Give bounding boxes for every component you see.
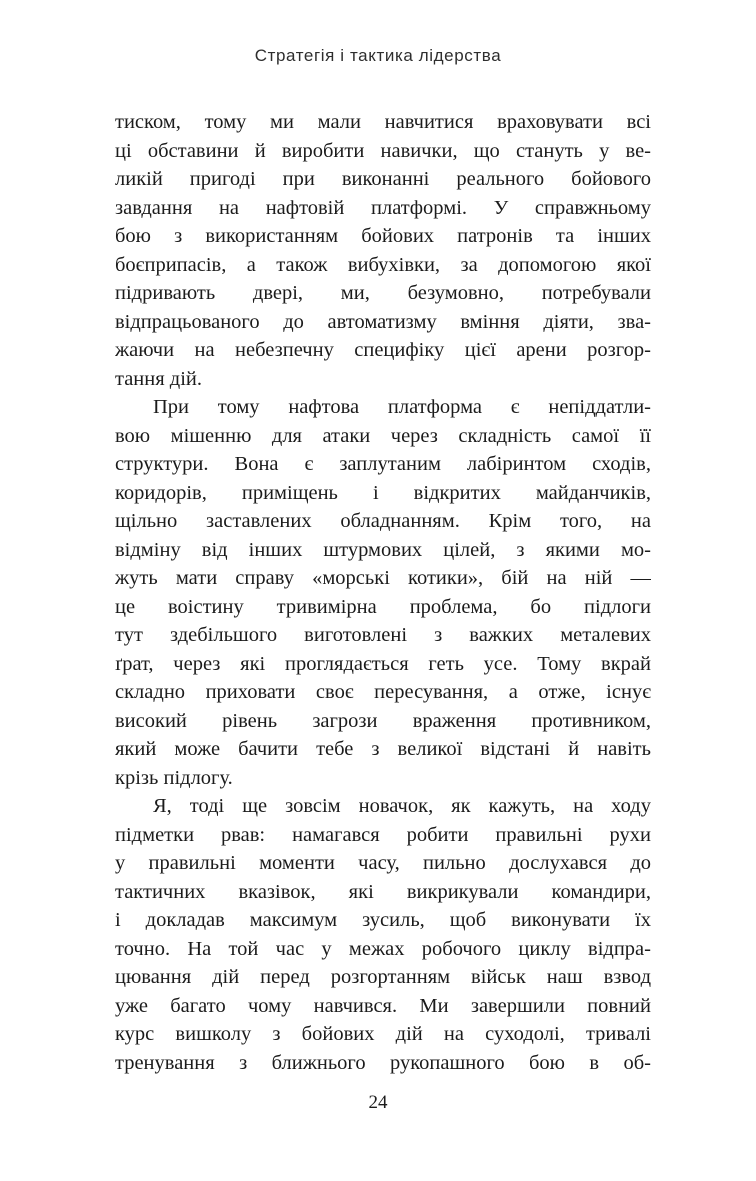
text-line: підривають двері, ми, безумовно, потребували xyxy=(115,282,651,304)
text-line: високий рівень загрози враження противником, xyxy=(115,709,651,732)
text-line: тут здебільшого виготовлені з важких металевих xyxy=(115,624,651,646)
text-line: щільно заставлених обладнанням. Крім того, на xyxy=(115,510,651,532)
text-line: коридорів, приміщень і відкритих майданчиків, xyxy=(115,481,651,504)
text-line: точно. На той час у межах робочого циклу відпра- xyxy=(115,937,651,960)
text-line: тактичних вказівок, які викрикували командири, xyxy=(115,880,651,903)
text-line: тиском, тому ми мали навчитися враховувати всі xyxy=(115,111,651,133)
text-line: ликій пригоді при виконанні реального бойового xyxy=(115,168,651,190)
text-line: підметки рвав: намагався робити правильні рухи xyxy=(115,823,651,846)
text-line: бою з використанням бойових патронів та інших xyxy=(115,225,651,247)
text-line: цювання дій перед розгортанням військ наш взвод xyxy=(115,966,651,988)
text-line: боєприпасів, а також вибухівки, за допомогою якої xyxy=(115,253,651,276)
text-line: вою мішенню для атаки через складність самої її xyxy=(115,424,651,447)
text-line: відпрацьованого до автоматизму вміння діяти, зва- xyxy=(115,310,651,333)
text-line: При тому нафтова платформа є непіддатли- xyxy=(153,396,651,418)
text-line: тання дій. xyxy=(115,367,203,390)
text-line: уже багато чому навчився. Ми завершили повний xyxy=(115,994,651,1017)
text-line: ґрат, через які проглядається геть усе. Тому вкрай xyxy=(115,652,651,675)
text-line: який може бачити тебе з великої відстані й навіть xyxy=(115,738,651,760)
text-line: курс вишколу з бойових дій на суходолі, тривалі xyxy=(115,1023,651,1045)
text-line: і докладав максимум зусиль, щоб виконувати їх xyxy=(115,909,651,931)
text-line: структури. Вона є заплутаним лабіринтом сходів, xyxy=(115,453,651,475)
body-text-block xyxy=(115,108,651,1077)
text-line: це воістину тривимірна проблема, бо підлоги xyxy=(115,595,651,618)
running-header: Стратегія і тактика лідерства xyxy=(254,46,502,65)
text-line: у правильні моменти часу, пильно дослухався до xyxy=(115,852,651,874)
text-line: крізь підлогу. xyxy=(115,766,233,789)
text-line: Я, тоді ще зовсім новачок, як кажуть, на ходу xyxy=(153,795,651,817)
text-line: ці обставини й виробити навички, що стануть у ве- xyxy=(115,139,651,162)
text-line: жуть мати справу «морські котики», бій на ній — xyxy=(115,567,651,589)
text-line: жаючи на небезпечну специфіку цієї арени розгор- xyxy=(115,339,651,361)
text-line: складно приховати своє пересування, а отже, існує xyxy=(115,681,651,703)
text-line: завдання на нафтовій платформі. У справжньому xyxy=(115,196,651,219)
text-line: відміну від інших штурмових цілей, з якими мо- xyxy=(115,538,651,561)
text-line: тренування з ближнього рукопашного бою в об- xyxy=(115,1051,651,1074)
page-number: 24 xyxy=(368,1092,388,1113)
